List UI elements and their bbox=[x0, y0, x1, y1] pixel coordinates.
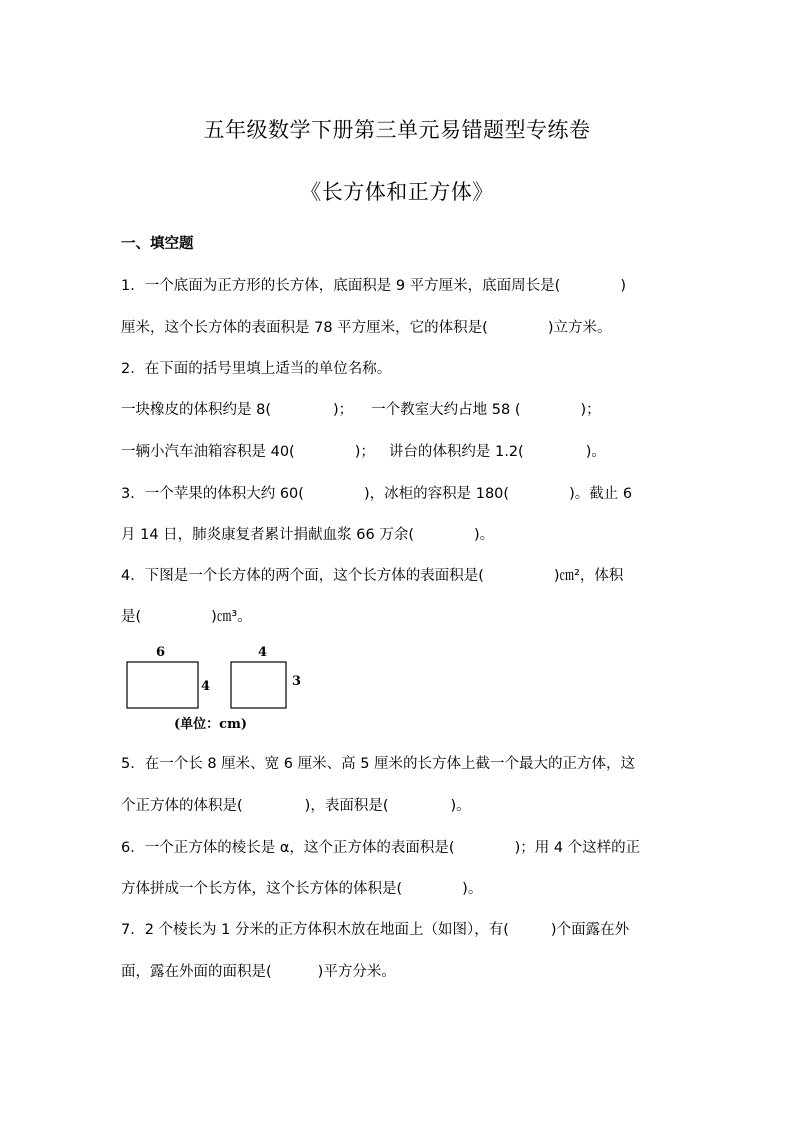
q3-b1: 月 14 日，肺炎康复者累计捐献血浆 66 万余( bbox=[121, 527, 414, 543]
q7-b1: 面，露在外面的面积是( bbox=[121, 964, 272, 980]
q6-b1: 方体拼成一个长方体，这个长方体的体积是( bbox=[121, 881, 403, 897]
question-7-line-2 bbox=[121, 960, 396, 981]
q7-a2: )个面露在外 bbox=[550, 922, 630, 938]
q1-text-b: ) bbox=[620, 278, 626, 294]
q6-b2: )。 bbox=[462, 881, 483, 897]
q5-b3: )。 bbox=[450, 798, 471, 814]
q6-a1: 6．一个正方体的棱长是 α，这个正方体的表面积是( bbox=[121, 840, 455, 856]
q5-b2: )，表面积是( bbox=[304, 798, 389, 814]
question-5-line-2 bbox=[121, 794, 471, 815]
section-heading: 一、填空题 bbox=[121, 236, 194, 252]
question-3-line-2 bbox=[121, 523, 494, 544]
q1-text-a: 1．一个底面为正方形的长方体，底面积是 9 平方厘米，底面周长是( bbox=[121, 278, 561, 294]
question-2-line-a bbox=[121, 398, 601, 419]
q3-a1: 3．一个苹果的体积大约 60( bbox=[121, 486, 304, 502]
face-2-top-label: 4 bbox=[258, 645, 268, 660]
q4-a1: 4．下图是一个长方体的两个面，这个长方体的表面积是( bbox=[121, 568, 484, 584]
q7-b2: )平方分米。 bbox=[317, 964, 396, 980]
q2-a2: )； bbox=[333, 402, 354, 418]
q4-b2: )㎝³。 bbox=[211, 609, 252, 625]
question-4-line-2 bbox=[121, 605, 252, 626]
face-rectangle-2 bbox=[231, 662, 286, 708]
question-2-intro: 2．在下面的括号里填上适当的单位名称。 bbox=[121, 361, 392, 377]
question-6-line-2 bbox=[121, 877, 482, 898]
q3-b2: )。 bbox=[474, 527, 495, 543]
face-1-top-label: 6 bbox=[156, 645, 166, 660]
question-1-line-2 bbox=[121, 316, 612, 337]
q2-b1: 一辆小汽车油箱容积是 40( bbox=[121, 444, 295, 460]
q6-a2: )；用 4 个这样的正 bbox=[514, 840, 641, 856]
face-2-side-label: 3 bbox=[292, 674, 302, 689]
q2-b3: 讲台的体积约是 1.2( bbox=[388, 444, 524, 460]
q2-a1: 一块橡皮的体积约是 8( bbox=[121, 402, 271, 418]
question-1-line-1 bbox=[121, 274, 626, 295]
q1-text-c: 厘米，这个长方体的表面积是 78 平方厘米，它的体积是( bbox=[121, 320, 488, 336]
q2-b2: )； bbox=[354, 444, 375, 460]
q7-a1: 7．2 个棱长为 1 分米的正方体积木放在地面上（如图），有( bbox=[121, 922, 509, 938]
question-3-line-1 bbox=[121, 482, 632, 503]
rectangle-faces-diagram bbox=[120, 640, 320, 735]
face-rectangle-1 bbox=[127, 662, 198, 708]
page-subtitle: 《长方体和正方体》 bbox=[300, 180, 494, 204]
q2-a3: 一个教室大约占地 58 ( bbox=[371, 402, 521, 418]
q1-text-d: )立方米。 bbox=[547, 320, 612, 336]
question-7-line-1 bbox=[121, 918, 629, 939]
question-6-line-1 bbox=[121, 836, 640, 857]
q3-a3: )。截止 6 bbox=[569, 486, 633, 502]
q3-a2: )，冰柜的容积是 180( bbox=[363, 486, 510, 502]
q5-b1: 个正方体的体积是( bbox=[121, 798, 243, 814]
question-2-line-b bbox=[121, 440, 606, 461]
page-title: 五年级数学下册第三单元易错题型专练卷 bbox=[203, 118, 591, 142]
q2-b4: )。 bbox=[585, 444, 606, 460]
face-1-side-label: 4 bbox=[201, 679, 211, 694]
question-5-line-1: 5．在一个长 8 厘米、宽 6 厘米、高 5 厘米的长方体上截一个最大的正方体，这 bbox=[121, 756, 636, 772]
q4-b1: 是( bbox=[121, 609, 142, 625]
unit-label: (单位：cm) bbox=[174, 717, 247, 732]
question-4-line-1 bbox=[121, 564, 623, 585]
q2-a4: )； bbox=[580, 402, 601, 418]
q4-a2: )㎝²，体积 bbox=[553, 568, 624, 584]
